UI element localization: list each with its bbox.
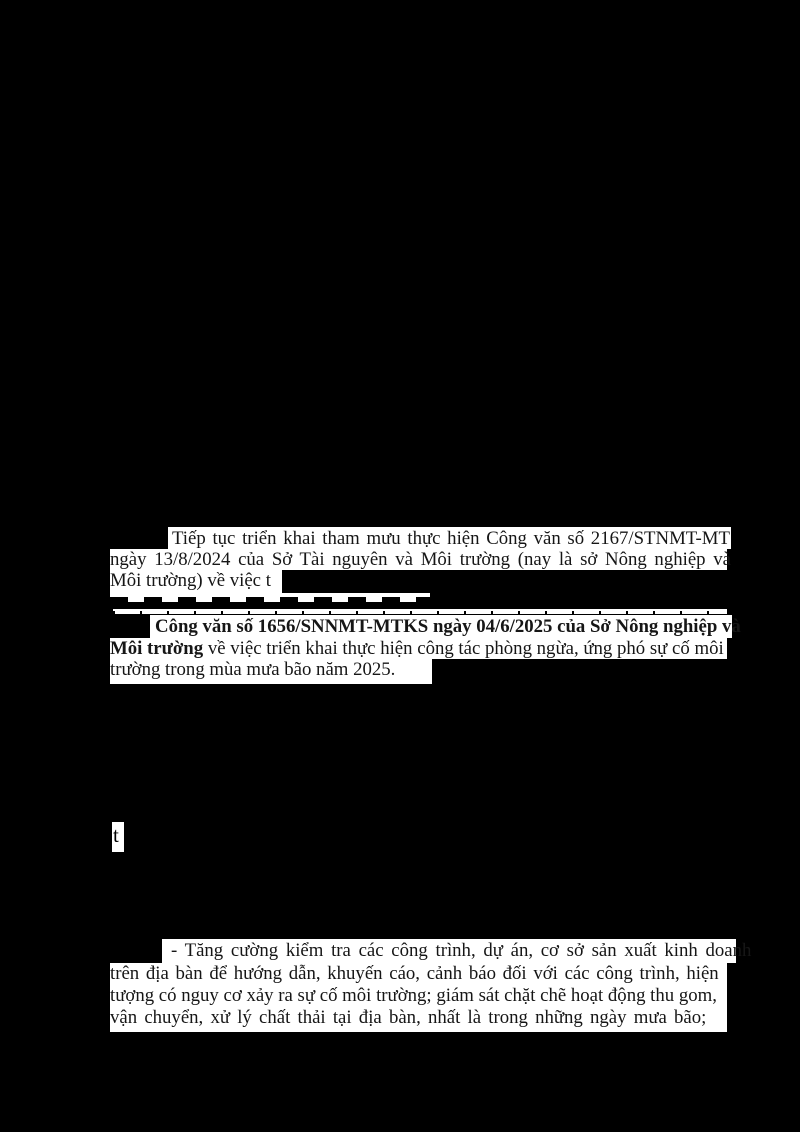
paragraph-1-line-3-truncated: Môi trường) về việc t: [110, 570, 282, 593]
paragraph-2-line-1: Công văn số 1656/SNNMT-MTKS ngày 04/6/2025 của Sở Nông nghiệp và: [150, 615, 732, 638]
paragraph-3-line-1: - Tăng cường kiểm tra các công trình, dự án, cơ sở sản xuất kinh doanh: [162, 939, 736, 963]
paragraph-1-line-2: ngày 13/8/2024 của Sở Tài nguyên và Môi trường (nay là sở Nông nghiệp và: [110, 549, 731, 570]
paragraph-3-line-3: tượng có nguy cơ xảy ra sự cố môi trường; giám sát chặt chẽ hoạt động thu gom,: [110, 985, 727, 1007]
paragraph-3-line-4: vận chuyển, xử lý chất thải tại địa bàn, nhất là trong những ngày mưa bão;: [110, 1007, 727, 1032]
paragraph-2-bold-reference: Môi trường: [110, 638, 204, 659]
partial-glyph: t: [113, 823, 119, 847]
partial-glyph-artifact: [112, 822, 124, 852]
paragraph-3-line-2: trên địa bàn để hướng dẫn, khuyến cáo, cảnh báo đối với các công trình, hiện: [110, 963, 727, 985]
paragraph-2-line-2-rest: về việc triển khai thực hiện công tác phòng ngừa, ứng phó sự cố môi: [203, 638, 724, 659]
paragraph-2-line-3: trường trong mùa mưa bão năm 2025.: [110, 659, 432, 684]
paragraph-2-line-2: [110, 638, 727, 659]
redacted-text-fragment-strip: [110, 593, 430, 602]
paragraph-1-line-1: Tiếp tục triển khai tham mưu thực hiện Công văn số 2167/STNMT-MT: [168, 527, 731, 549]
redaction-edge-artifact: [113, 609, 727, 614]
